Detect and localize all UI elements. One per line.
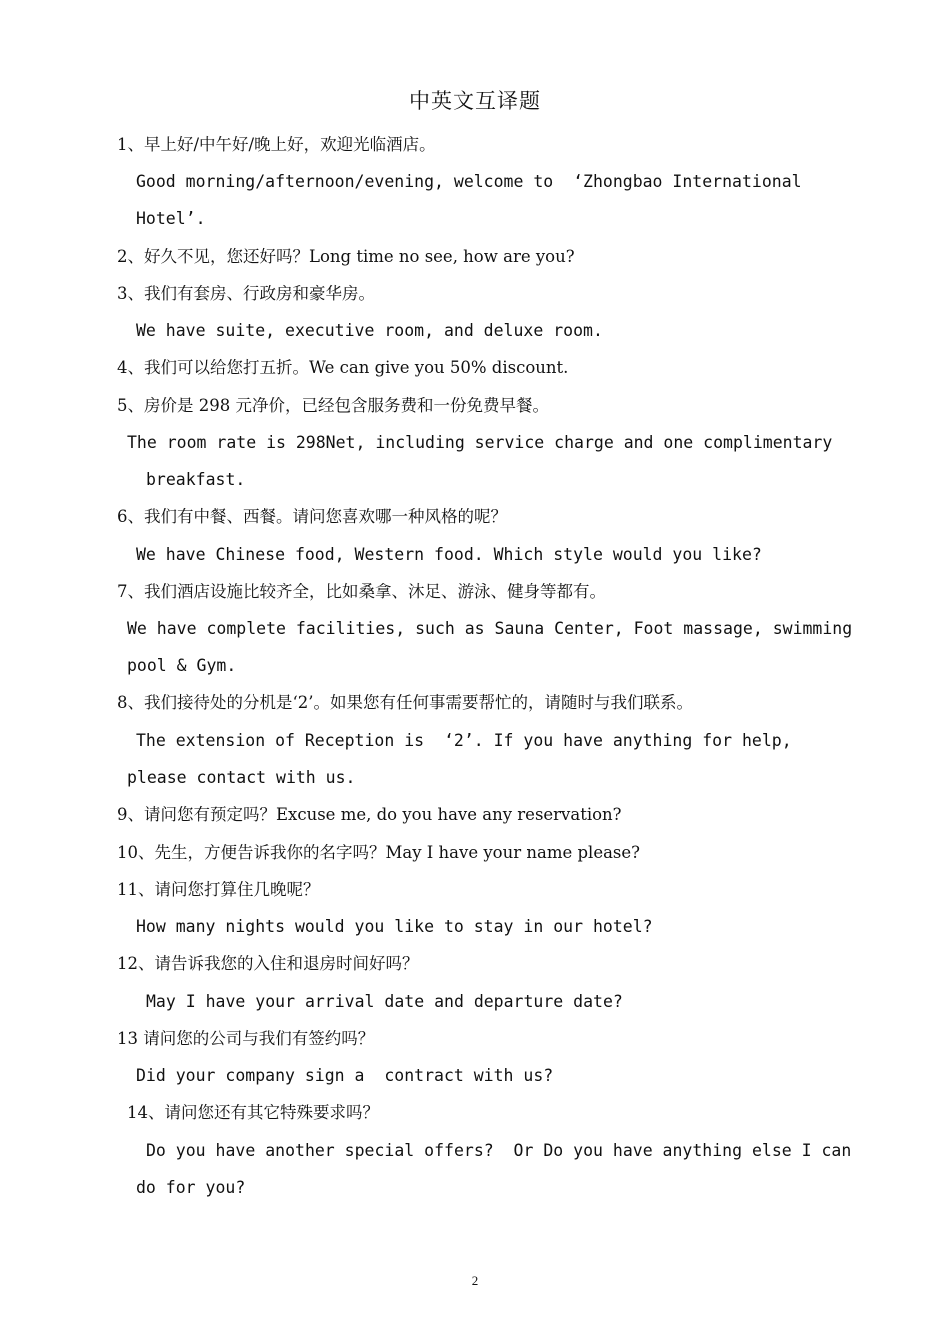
- text-line: Do you have another special offers? Or Do you have anything else I can: [146, 1141, 852, 1160]
- text-line: The extension of Reception is ‘2’. If you have anything for help,: [136, 731, 792, 750]
- text-line: 3、我们有套房、行政房和豪华房。: [117, 284, 375, 303]
- text-line: 13 请问您的公司与我们有签约吗？: [117, 1029, 375, 1048]
- text-line: please contact with us.: [127, 768, 356, 787]
- text-line: pool & Gym.: [127, 656, 237, 675]
- text-line: 12、请告诉我您的入住和退房时间好吗？: [117, 954, 419, 973]
- text-line: Hotel’.: [136, 209, 206, 228]
- text-line: 6、我们有中餐、西餐。请问您喜欢哪一种风格的呢？: [117, 507, 507, 526]
- text-line: 7、我们酒店设施比较齐全，比如桑拿、沐足、游泳、健身等都有。: [117, 582, 606, 601]
- text-line: do for you?: [136, 1178, 246, 1197]
- text-line: 5、房价是 298 元净价，已经包含服务费和一份免费早餐。: [117, 396, 549, 415]
- text-line: 11、请问您打算住几晚呢？: [117, 880, 320, 899]
- page-number: 2: [471, 1273, 479, 1288]
- text-line: May I have your arrival date and departure date?: [146, 992, 623, 1011]
- text-line: 9、请问您有预定吗？Excuse me, do you have any reservation?: [117, 805, 622, 824]
- text-line: We have Chinese food, Western food. Which style would you like?: [136, 545, 762, 564]
- text-line: 14、请问您还有其它特殊要求吗？: [127, 1103, 379, 1122]
- text-line: The room rate is 298Net, including service charge and one complimentary: [127, 433, 833, 452]
- text-line: Good morning/afternoon/evening, welcome to ‘Zhongbao International: [136, 172, 802, 191]
- text-line: 8、我们接待处的分机是‘2’。如果您有任何事需要帮忙的，请随时与我们联系。: [117, 693, 693, 712]
- text-line: We have suite, executive room, and deluxe room.: [136, 321, 603, 340]
- page-title: 中英文互译题: [409, 89, 541, 113]
- text-line: 2、好久不见，您还好吗？Long time no see, how are you?: [117, 247, 575, 266]
- text-line: 4、我们可以给您打五折。We can give you 50% discount.: [117, 358, 569, 377]
- text-line: How many nights would you like to stay in our hotel?: [136, 917, 653, 936]
- text-line: 1、早上好/中午好/晚上好，欢迎光临酒店。: [117, 135, 436, 154]
- text-line: breakfast.: [146, 470, 246, 489]
- text-line: We have complete facilities, such as Sauna Center, Foot massage, swimming: [127, 619, 853, 638]
- text-line: Did your company sign a contract with us?: [136, 1066, 554, 1085]
- text-line: 10、先生，方便告诉我你的名字吗？May I have your name please?: [117, 843, 641, 862]
